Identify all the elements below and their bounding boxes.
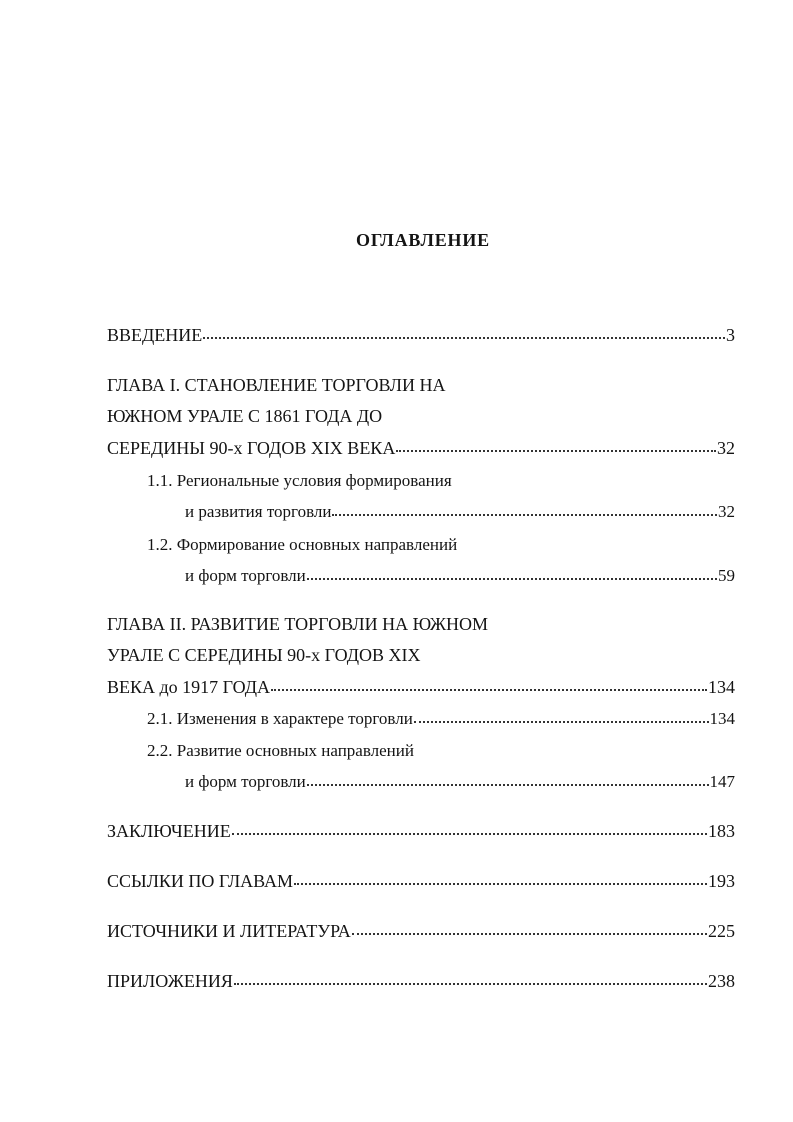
dot-leader	[234, 982, 707, 985]
toc-page-number: 238	[708, 971, 735, 991]
dot-leader	[307, 783, 709, 786]
toc-entry-label: ВВЕДЕНИЕ	[107, 325, 203, 345]
toc-page-number: 134	[708, 677, 735, 697]
toc-page-number: 3	[726, 325, 735, 345]
section-number: 2.1.	[147, 709, 173, 728]
section-title	[147, 707, 413, 731]
chapter2-title-line3: ВЕКА до 1917 ГОДА	[107, 677, 271, 697]
page-title: ОГЛАВЛЕНИЕ	[356, 230, 490, 250]
toc-page-number: 32	[717, 438, 735, 458]
toc-entry-label: ССЫЛКИ ПО ГЛАВАМ	[107, 871, 294, 891]
chapter2-title-line1: ГЛАВА II. РАЗВИТИЕ ТОРГОВЛИ НА ЮЖНОМ	[107, 614, 489, 634]
toc-entry-chapter1	[107, 436, 735, 460]
dot-leader	[332, 513, 717, 516]
toc-entry-label: ПРИЛОЖЕНИЯ	[107, 971, 233, 991]
dot-leader	[294, 882, 707, 885]
dot-leader	[203, 336, 725, 339]
chapter1-title-line2: ЮЖНОМ УРАЛЕ С 1861 ГОДА ДО	[107, 406, 383, 426]
toc-entry-sources	[107, 919, 735, 943]
section-title-cont: и форм торговли	[185, 772, 306, 791]
dot-leader	[414, 720, 709, 723]
toc-entry-references	[107, 869, 735, 893]
dot-leader	[352, 932, 707, 935]
dot-leader	[232, 832, 707, 835]
section-2-2-line1	[147, 739, 414, 763]
toc-page-number: 32	[718, 502, 735, 521]
toc-entry-appendix	[107, 969, 735, 993]
toc-page-number: 193	[708, 871, 735, 891]
section-title-cont: и развития торговли	[185, 502, 332, 521]
section-number: 1.1.	[147, 471, 173, 490]
toc-entry-label: ИСТОЧНИКИ И ЛИТЕРАТУРА	[107, 921, 351, 941]
toc-entry-section-1-1	[185, 500, 735, 524]
toc-entry-intro	[107, 323, 735, 347]
section-title: Региональные условия формирования	[176, 471, 452, 490]
toc-page-number: 59	[718, 566, 735, 585]
chapter1-title-line3: СЕРЕДИНЫ 90-х ГОДОВ XIX ВЕКА	[107, 438, 396, 458]
chapter1-title-line1: ГЛАВА I. СТАНОВЛЕНИЕ ТОРГОВЛИ НА	[107, 375, 446, 395]
toc-page-number: 183	[708, 821, 735, 841]
toc-page-number: 134	[709, 709, 735, 728]
section-title-text: Изменения в характере торговли	[176, 709, 413, 728]
section-number: 1.2.	[147, 535, 173, 554]
toc-page-number: 225	[708, 921, 735, 941]
dot-leader	[396, 449, 716, 452]
section-title: Формирование основных направлений	[176, 535, 458, 554]
toc-entry-conclusion	[107, 819, 735, 843]
dot-leader	[307, 577, 717, 580]
toc-entry-section-2-2	[185, 770, 735, 794]
toc-entry-chapter2	[107, 675, 735, 699]
section-title-cont: и форм торговли	[185, 566, 306, 585]
section-title: Развитие основных направлений	[176, 741, 414, 760]
section-1-2-line1	[147, 533, 457, 557]
toc-entry-section-2-1	[147, 707, 735, 731]
toc-entry-label: ЗАКЛЮЧЕНИЕ	[107, 821, 231, 841]
section-1-1-line1	[147, 469, 452, 493]
dot-leader	[271, 688, 707, 691]
toc-page-number: 147	[709, 772, 735, 791]
section-number: 2.2.	[147, 741, 173, 760]
toc-entry-section-1-2	[185, 564, 735, 588]
chapter2-title-line2: УРАЛЕ С СЕРЕДИНЫ 90-х ГОДОВ XIX	[107, 645, 421, 665]
